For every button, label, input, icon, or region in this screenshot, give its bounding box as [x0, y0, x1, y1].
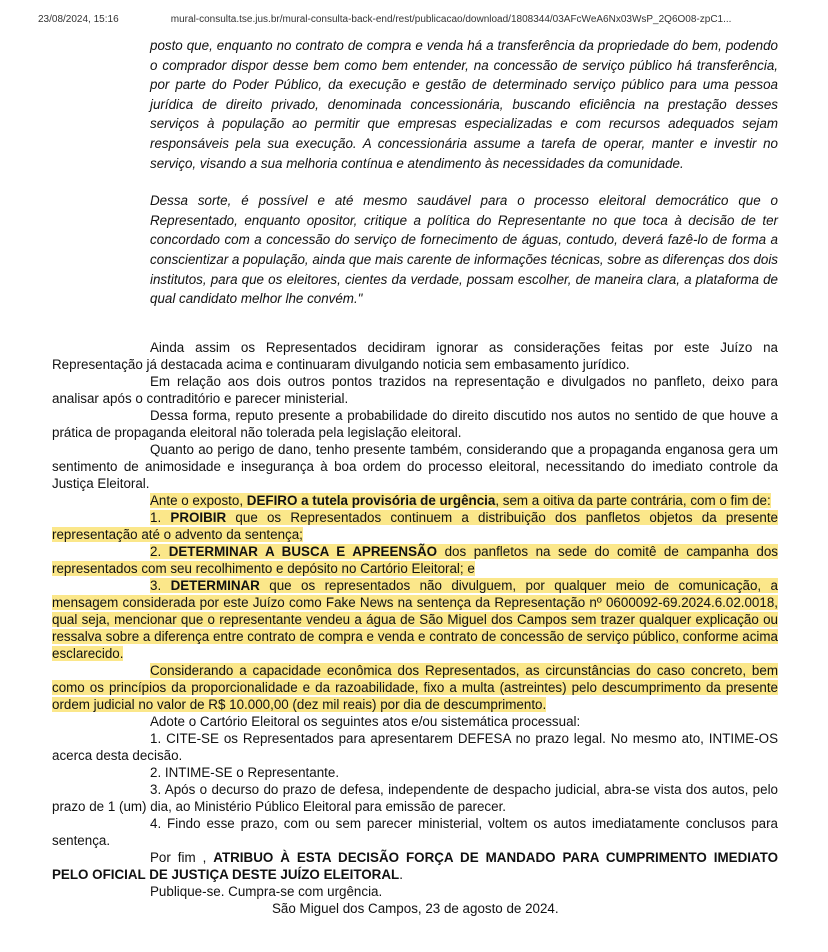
registry-act-4: 4. Findo esse prazo, com ou sem parecer ministerial, voltem os autos imediatamente conclusos para sentença. [52, 815, 778, 848]
mandate-emphasis: ATRIBUO À ESTA DECISÃO FORÇA DE MANDADO PARA CUMPRIMENTO IMEDIATO PELO OFICIAL DE JUSTIÇA DESTE JUÍZO ELEITORAL [52, 849, 779, 882]
order-item-3: 3. DETERMINAR que os representados não divulguem, por qualquer meio de comunicação, a mensagem considerada por este Juízo como Fake News na sentença da Representação nº 0600092-69.2024.6.02.0018, qual seja, mencionar que o representante vendeu a água de São Miguel dos Campos sem trazer qualquer explicação ou ressalva sobre a diferença entre contrato de compra e venda e contrato de concessão de serviço público, conforme acima esclarecido. [52, 577, 778, 661]
paragraph-fine: Considerando a capacidade econômica dos Representados, as circunstâncias do caso concreto, bem como os princípios da proporcionalidade e da razoabilidade, fixo a multa (astreintes) pelo descumprimento da presente ordem judicial no valor de R$ 10.000,00 (dez mil reais) por dia de descumprimento. [52, 662, 778, 712]
registry-act-3: 3. Após o decurso do prazo de defesa, independente de despacho judicial, abra-se vista dos autos, pelo prazo de 1 (um) dia, ao Ministério Público Eleitoral para emissão de parecer. [52, 781, 778, 814]
registry-act-2: 2. INTIME-SE o Representante. [150, 764, 340, 780]
paragraph-registry-acts: Adote o Cartório Eleitoral os seguintes atos e/ou sistemática processual: [150, 713, 581, 729]
quote-paragraph-2: Dessa sorte, é possível e até mesmo saudável para o processo eleitoral democrático que o Representado, enquanto opositor, critique a política do Representante no que toca à decisão de ter concordado com a concessão do serviço de fornecimento de águas, contudo, deverá fazê-lo de forma a conscientizar a população, ainda que mais carente de informações técnicas, sobre as diferenças dos dois institutos, para que os eleitores, cientes da verdade, possam escolher, de maneira clara, a plataforma de qual candidato melhor lhe convém." [150, 193, 778, 307]
order-item-2: 2. DETERMINAR A BUSCA E APREENSÃO dos panfletos na sede do comitê de campanha dos representados com seu recolhimento e depósito no Cartório Eleitoral; e [52, 543, 778, 576]
quoted-decision [150, 36, 778, 309]
paragraph-other-points: Em relação aos dois outros pontos trazidos na representação e divulgados no panfleto, deixo para analisar após o contraditório e parecer ministerial. [52, 373, 778, 406]
quote-paragraph-1: posto que, enquanto no contrato de compra e venda há a transferência da propriedade do bem, podendo o comprador dispor desse bem como bem entender, na concessão de serviço público há transferência, por parte do Poder Público, da execução e gestão de determinado serviço público para uma pessoa jurídica de direito privado, denominada concessionária, buscando eficiência na prestação desses serviços à população ao permitir que empresas especializadas e com recursos adequados sejam responsáveis pela sua execução. A concessionária assume a tarefa de operar, manter e investir no serviço, visando a sua melhoria contínua e atendimento às necessidades da comunidade. [150, 38, 778, 171]
paragraph-mandate: Por fim , ATRIBUO À ESTA DECISÃO FORÇA DE MANDADO PARA CUMPRIMENTO IMEDIATO PELO OFICIAL DE JUSTIÇA DESTE JUÍZO ELEITORAL. [52, 849, 779, 882]
paragraph-danger: Quanto ao perigo de dano, tenho presente também, considerando que a propaganda enganosa gera um sentimento de animosidade e insegurança à boa ordem do processo eleitoral, necessitando do imediato controle da Justiça Eleitoral. [52, 441, 778, 491]
signature-line: São Miguel dos Campos, 23 de agosto de 2024. [272, 900, 559, 916]
print-url: mural-consulta.tse.jus.br/mural-consulta-back-end/rest/publicacao/download/1808344/03AFcWeA6Nx03WsP_2Q6O08-zpC1... [170, 14, 732, 25]
print-timestamp: 23/08/2024, 15:16 [38, 14, 119, 25]
grant-emphasis: DEFIRO a tutela provisória de urgência [246, 492, 496, 508]
registry-act-1: 1. CITE-SE os Representados para apresentarem DEFESA no prazo legal. No mesmo ato, INTIME-OS acerca desta decisão. [52, 730, 778, 763]
paragraph-probability: Dessa forma, reputo presente a probabilidade do direito discutido nos autos no sentido de que houve a prática de propaganda eleitoral não tolerada pela legislação eleitoral. [52, 407, 778, 440]
paragraph-grant: Ante o exposto, DEFIRO a tutela provisória de urgência, sem a oitiva da parte contrária, com o fim de: [150, 492, 771, 508]
document-page [52, 36, 778, 917]
order-item-1: 1. PROIBIR que os Representados continuem a distribuição dos panfletos objetos da presente representação até o advento da sentença; [52, 509, 778, 542]
browser-print-header [38, 14, 818, 25]
paragraph-publish: Publique-se. Cumpra-se com urgência. [150, 883, 383, 899]
decision-body [52, 339, 778, 917]
paragraph-ignored-considerations: Ainda assim os Representados decidiram ignorar as considerações feitas por este Juízo na Representação já destacada acima e continuaram divulgando noticia sem embasamento jurídico. [52, 339, 778, 372]
